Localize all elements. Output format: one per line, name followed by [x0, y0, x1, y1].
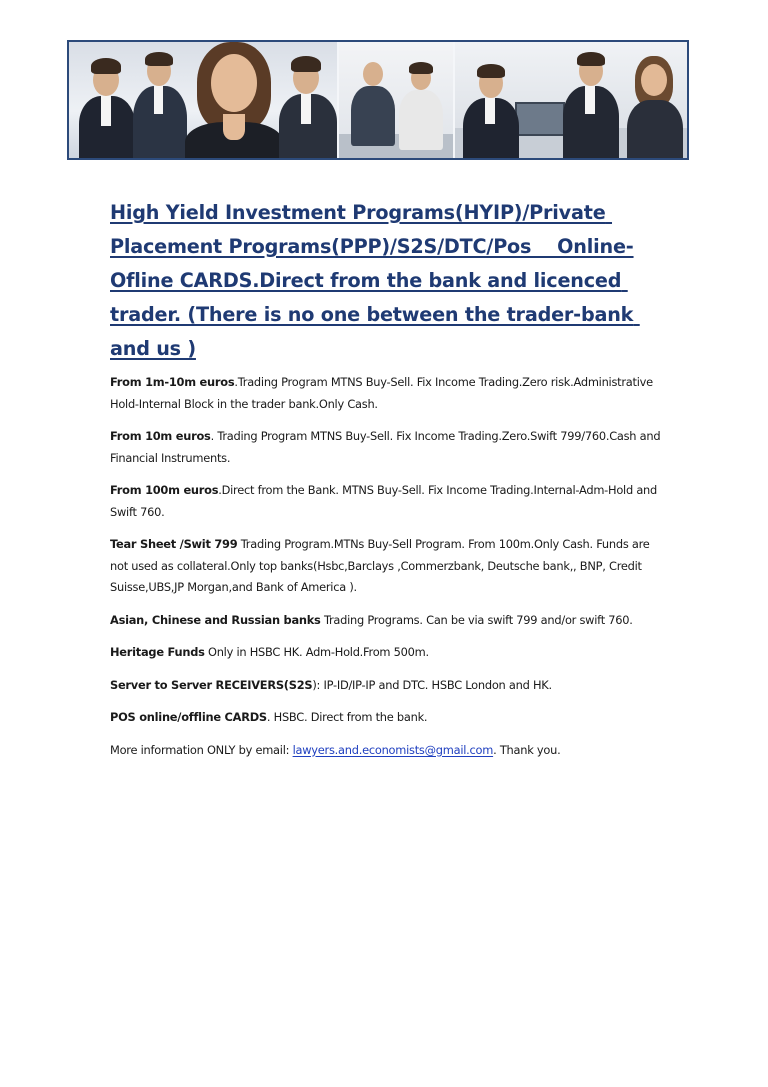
offer-heading: POS online/offline CARDS: [110, 710, 267, 724]
contact-suffix: . Thank you.: [493, 742, 561, 757]
person-figure: [279, 42, 337, 158]
offer-text: ): IP-ID/IP-IP and DTC. HSBC London and HK.: [312, 677, 552, 692]
offer-text: .Direct from the Bank. MTNS Buy-Sell. Fix Income Trading.Internal-Adm-Hold and Swift 760.: [110, 483, 658, 519]
offer-paragraph: [110, 372, 666, 415]
offer-text: . Trading Program MTNS Buy-Sell. Fix Income Trading.Zero.Swift 799/760.Cash and Financial Instruments.: [110, 429, 661, 465]
document-title: High Yield Investment Programs(HYIP)/Private Placement Programs(PPP)/S2S/DTC/Pos Online-Ofline CARDS.Direct from the bank and licenced trader. (There is no one between the trader-bank and us ): [110, 201, 640, 360]
offer-text: .Trading Program MTNS Buy-Sell. Fix Income Trading.Zero risk.Administrative Hold-Internal Block in the trader bank.Only Cash.: [110, 375, 653, 411]
offer-paragraph: [110, 707, 666, 729]
offer-heading: Heritage Funds: [110, 645, 205, 659]
person-figure: [349, 52, 399, 152]
offer-paragraph: [110, 610, 666, 632]
banner-panel-meeting: [337, 42, 452, 158]
offer-text: . HSBC. Direct from the bank.: [266, 710, 428, 724]
offer-text: Trading Program.MTNs Buy-Sell Program. From 100m.Only Cash. Funds are not used as collateral.Only top banks(Hsbc,Barclays ,Commerzbank, Deutsche bank,, BNP, Credit Suisse,UBS,JP Morgan,and Bank of America ).: [110, 537, 650, 594]
offer-paragraph: [110, 534, 666, 599]
offer-heading: Server to Server RECEIVERS(S2S: [110, 677, 313, 692]
person-figure: [77, 42, 137, 158]
contact-paragraph: [110, 740, 666, 762]
offer-text: Trading Programs. Can be via swift 799 and/or swift 760.: [320, 612, 633, 627]
offer-paragraph: [110, 642, 666, 664]
person-figure: [461, 48, 521, 158]
banner-panel-office: [453, 42, 687, 158]
document-body: [110, 372, 666, 772]
header-banner-image: [67, 40, 689, 160]
banner-panel-team: [69, 42, 337, 158]
offer-text: Only in HSBC HK. Adm-Hold.From 500m.: [204, 645, 429, 659]
email-link[interactable]: lawyers.and.economists@gmail.com: [292, 742, 494, 757]
offer-heading: From 100m euros: [110, 483, 219, 497]
offer-heading: From 1m-10m euros: [110, 375, 235, 389]
offer-paragraph: [110, 426, 666, 469]
offer-heading: From 10m euros: [110, 429, 211, 443]
person-figure: [397, 56, 447, 156]
offer-paragraph: [110, 480, 666, 523]
offer-heading: Asian, Chinese and Russian banks: [110, 612, 321, 627]
person-figure: [561, 42, 621, 152]
offer-heading: Tear Sheet /Swit 799: [110, 537, 238, 551]
contact-prefix: More information ONLY by email:: [110, 742, 293, 757]
offer-paragraph: [110, 675, 666, 697]
person-figure: [179, 42, 289, 158]
person-figure: [623, 48, 685, 158]
